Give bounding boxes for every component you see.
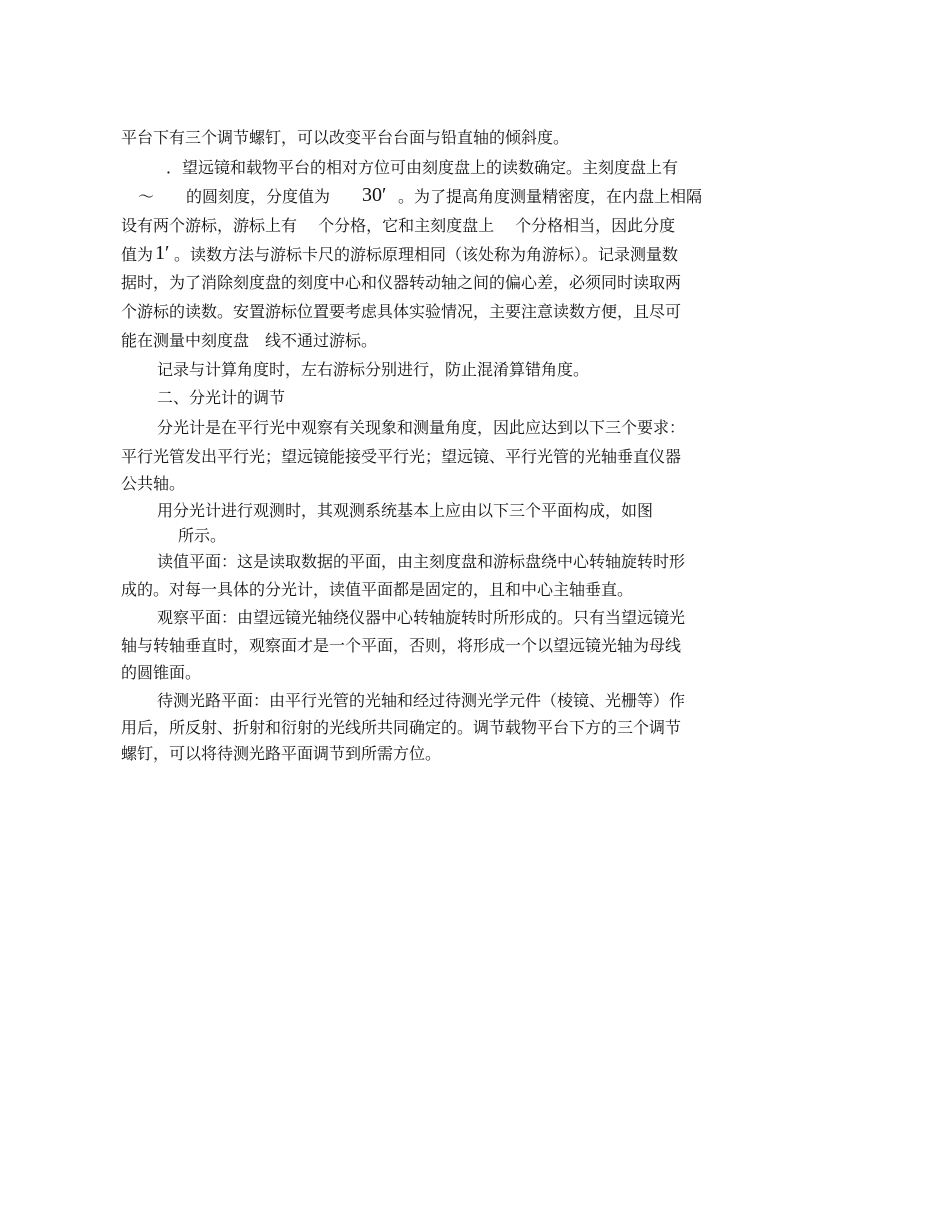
text-line: ～ 的圆刻度，分度值为 (138, 187, 331, 206)
text-line: 用后，所反射、折射和衍射的光线所共同确定的。调节载物平台下方的三个调节 (121, 718, 682, 737)
text-line: 观察平面：由望远镜光轴绕仪器中心转轴旋转时所形成的。只有当望远镜光 (157, 608, 686, 627)
text-line: 用分光计进行观测时，其观测系统基本上应由以下三个平面构成，如图 (157, 501, 654, 520)
text-line: 个游标的读数。安置游标位置要考虑具体实验情况，主要注意读数方便，且尽可 (121, 302, 682, 321)
math-symbol: 30′ (362, 184, 387, 206)
text-line: 的圆锥面。 (121, 663, 202, 682)
text-line: 公共轴。 (121, 474, 186, 493)
text-line: 平台下有三个调节螺钉，可以改变平台台面与铅直轴的倾斜度。 (121, 128, 570, 147)
text-line: 能在测量中刻度盘 线不通过游标。 (121, 331, 378, 350)
text-line: 记录与计算角度时，左右游标分别进行，防止混淆算错角度。 (157, 360, 590, 379)
math-symbol: 1′ (155, 242, 170, 264)
text-line: 分光计是在平行光中观察有关现象和测量角度，因此应达到以下三个要求： (157, 418, 686, 437)
text-line: 所示。 (178, 526, 227, 545)
text-line: 设有两个游标，游标上有 个分格，它和主刻度盘上 个分格相当，因此分度 (121, 216, 676, 235)
text-line: 据时，为了消除刻度盘的刻度中心和仪器转动轴之间的偏心差，必须同时读取两 (121, 273, 682, 292)
section-heading: 二、分光计的调节 (157, 388, 286, 407)
text-line: 。读数方法与游标卡尺的游标原理相同（该处称为角游标）。记录测量数 (174, 245, 679, 264)
text-line: 。为了提高角度测量精密度，在内盘上相隔 (398, 187, 703, 206)
text-line: 值为 (121, 245, 154, 264)
text-line: 平行光管发出平行光；望远镜能接受平行光；望远镜、平行光管的光轴垂直仪器 (121, 447, 682, 466)
text-line: 螺钉，可以将待测光路平面调节到所需方位。 (121, 744, 442, 763)
text-line: 成的。对每一具体的分光计，读值平面都是固定的，且和中心主轴垂直。 (121, 580, 634, 599)
text-line: 待测光路平面：由平行光管的光轴和经过待测光学元件（棱镜、光栅等）作 (157, 691, 686, 710)
text-line: ．望远镜和载物平台的相对方位可由刻度盘上的读数确定。主刻度盘上有 (166, 158, 679, 177)
text-line: 读值平面：这是读取数据的平面，由主刻度盘和游标盘绕中心转轴旋转时形 (157, 552, 686, 571)
text-line: 轴与转轴垂直时，观察面才是一个平面，否则，将形成一个以望远镜光轴为母线 (121, 636, 682, 655)
